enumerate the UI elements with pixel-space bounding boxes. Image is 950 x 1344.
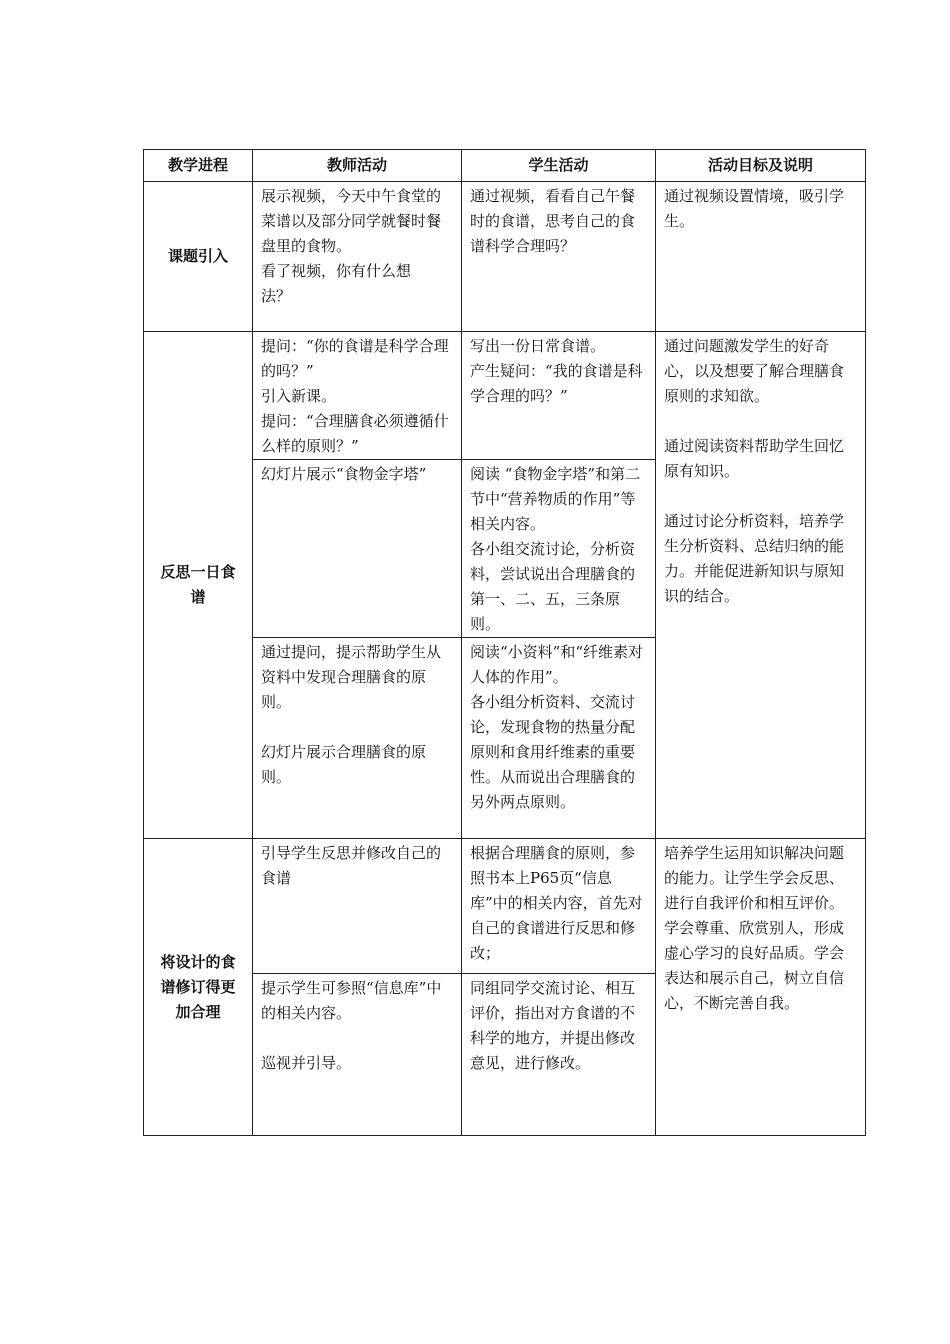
cell-text: 通过阅读资料帮助学生回忆原有知识。 bbox=[664, 437, 845, 480]
stage-revise: 将设计的食谱修订得更加合理 bbox=[144, 839, 253, 1136]
student-revise-2 bbox=[462, 974, 656, 1136]
table-row bbox=[144, 182, 866, 332]
goal-revise bbox=[656, 839, 866, 1136]
cell-text: 通过讨论分析资料，培养学生分析资料、总结归纳的能力。并能促进新知识与原知识的结合。 bbox=[664, 512, 845, 605]
cell-text: 通过问题激发学生的好奇心，以及想要了解合理膳食原则的求知欲。 bbox=[664, 337, 845, 405]
cell-text: 通过提问，提示帮助学生从资料中发现合理膳食的原则。 bbox=[261, 643, 442, 711]
cell-text: 提问：“合理膳食必须遵循什么样的原则？” bbox=[261, 412, 449, 455]
teacher-revise-2 bbox=[253, 974, 462, 1136]
cell-text: 产生疑问：“我的食谱是科学合理的吗？” bbox=[470, 362, 643, 405]
cell-text: 引导学生反思并修改自己的食谱 bbox=[261, 844, 442, 887]
cell-text: 根据合理膳食的原则，参照书本上P65页“信息库”中的相关内容，首先对自己的食谱进行反思和修改； bbox=[470, 844, 643, 962]
teacher-intro bbox=[253, 182, 462, 332]
header-teacher: 教师活动 bbox=[253, 150, 462, 182]
cell-text: 幻灯片展示合理膳食的原则。 bbox=[261, 743, 427, 786]
stage-reflect: 反思一日食谱 bbox=[144, 332, 253, 839]
cell-text: 通过视频，看看自己午餐时的食谱，思考自己的食谱科学合理吗？ bbox=[470, 187, 636, 255]
table-row bbox=[144, 332, 866, 460]
cell-text: 阅读“小资料”和“纤维素对人体的作用”。 bbox=[470, 643, 644, 686]
header-row bbox=[144, 150, 866, 182]
teacher-revise-1 bbox=[253, 839, 462, 974]
cell-text: 同组同学交流讨论、相互评价，指出对方食谱的不科学的地方，并提出修改意见，进行修改。 bbox=[470, 979, 636, 1072]
header-stage: 教学进程 bbox=[144, 150, 253, 182]
student-reflect-3 bbox=[462, 638, 656, 839]
cell-text: 看了视频，你有什么想法？ bbox=[261, 262, 412, 305]
lesson-plan-table bbox=[143, 149, 866, 1136]
cell-text: 各小组分析资料、交流讨论，发现食物的热量分配原则和食用纤维素的重要性。从而说出合理膳食的另外两点原则。 bbox=[470, 693, 636, 811]
stage-intro: 课题引入 bbox=[144, 182, 253, 332]
student-reflect-1 bbox=[462, 332, 656, 460]
goal-intro bbox=[656, 182, 866, 332]
cell-text: 写出一份日常食谱。 bbox=[470, 337, 606, 355]
student-reflect-2 bbox=[462, 460, 656, 638]
cell-text: 各小组交流讨论，分析资料，尝试说出合理膳食的第一、二、五，三条原则。 bbox=[470, 540, 636, 633]
student-revise-1 bbox=[462, 839, 656, 974]
cell-text: 阅读 “食物金字塔”和第二节中“营养物质的作用”等相关内容。 bbox=[470, 465, 641, 533]
teacher-reflect-1 bbox=[253, 332, 462, 460]
cell-text: 通过视频设置情境，吸引学生。 bbox=[664, 187, 845, 230]
cell-text: 引入新课。 bbox=[261, 387, 337, 405]
table-row bbox=[144, 839, 866, 974]
cell-text: 提示学生可参照“信息库”中的相关内容。 bbox=[261, 979, 442, 1022]
goal-reflect bbox=[656, 332, 866, 839]
header-goal: 活动目标及说明 bbox=[656, 150, 866, 182]
cell-text: 展示视频，今天中午食堂的菜谱以及部分同学就餐时餐盘里的食物。 bbox=[261, 187, 442, 255]
cell-text: 提问：“你的食谱是科学合理的吗？” bbox=[261, 337, 449, 380]
header-student: 学生活动 bbox=[462, 150, 656, 182]
cell-text: 幻灯片展示“食物金字塔” bbox=[261, 465, 427, 483]
student-intro bbox=[462, 182, 656, 332]
teacher-reflect-3 bbox=[253, 638, 462, 839]
cell-text: 巡视并引导。 bbox=[261, 1054, 352, 1072]
cell-text: 培养学生运用知识解决问题的能力。让学生学会反思、进行自我评价和相互评价。学会尊重、欣赏别人，形成虚心学习的良好品质。学会表达和展示自己，树立自信心，不断完善自我。 bbox=[664, 844, 845, 1012]
teacher-reflect-2 bbox=[253, 460, 462, 638]
